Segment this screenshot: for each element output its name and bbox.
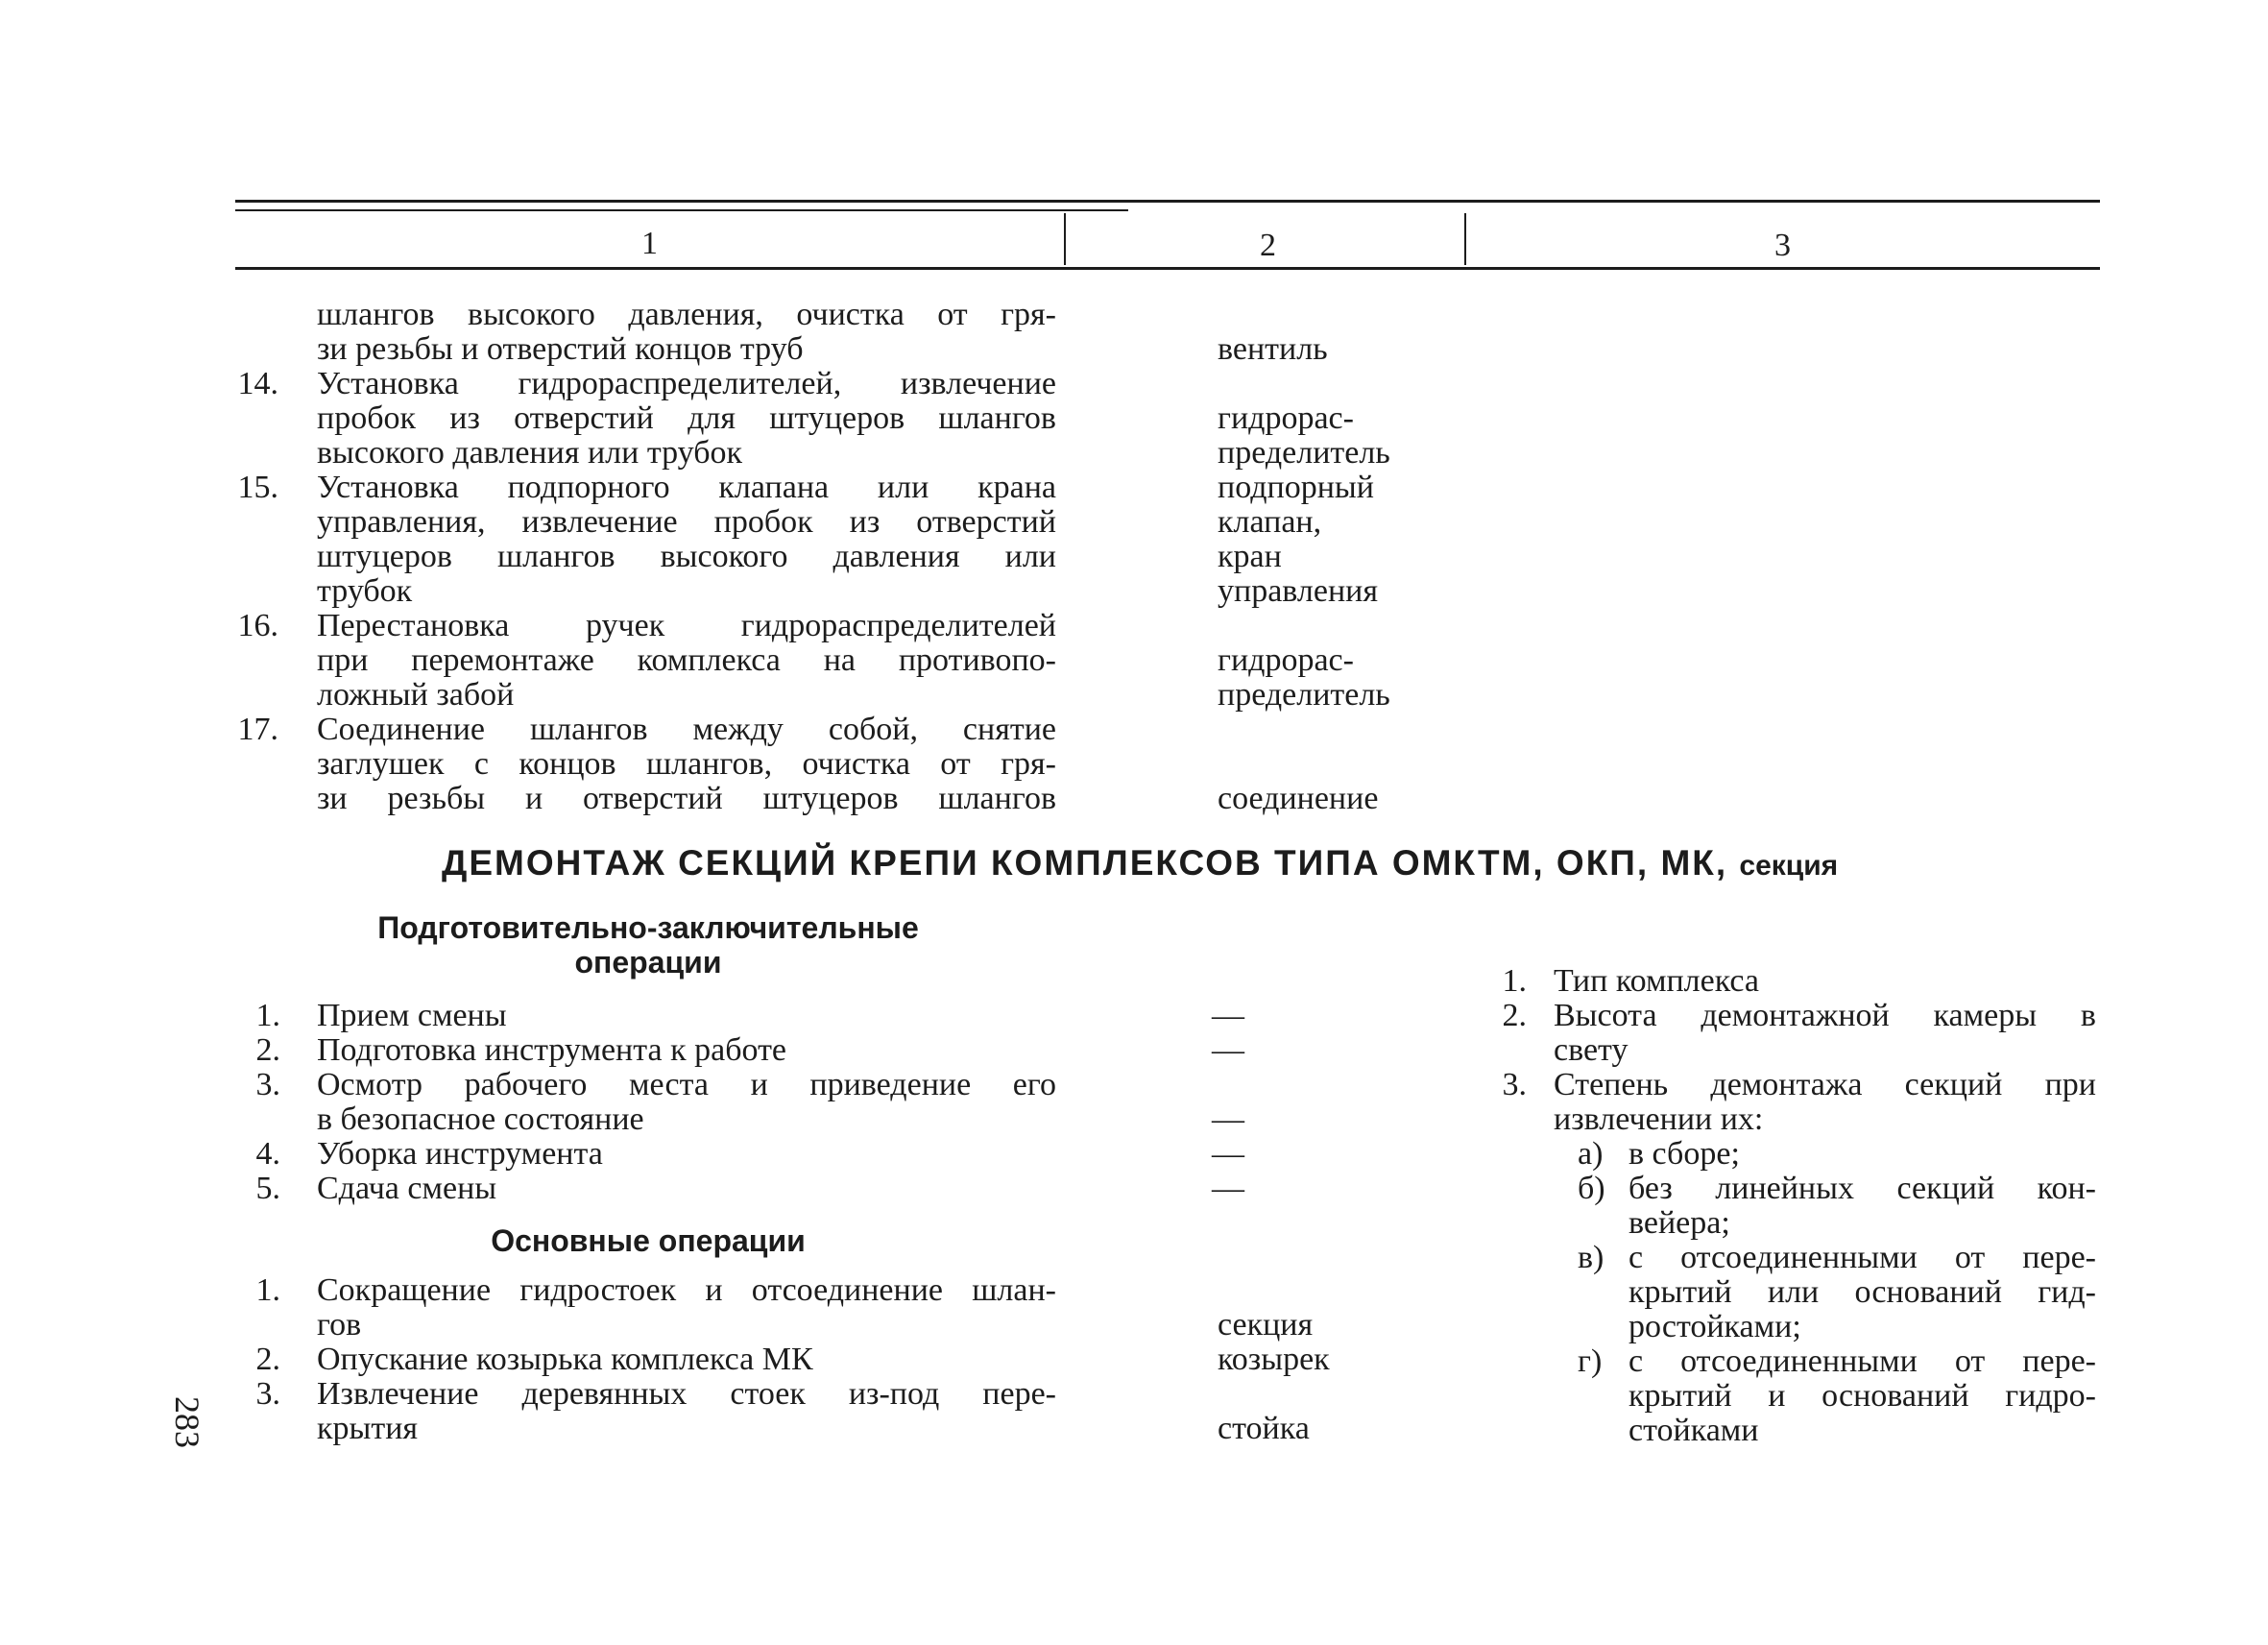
list-item: [317, 1068, 1056, 1137]
prep-heading: [341, 910, 955, 980]
unit-label: соединение: [1218, 781, 1379, 816]
subitem-letter: а): [1578, 1136, 1604, 1172]
section-title-unit: секция: [1739, 850, 1839, 882]
subitem-line: ростойками;: [1629, 1309, 1801, 1344]
item-number: 17.: [237, 712, 278, 747]
subitem-text: [1629, 1241, 2096, 1344]
unit-label: вентиль: [1218, 331, 1328, 367]
header-divider-2: [1464, 213, 1466, 265]
subitem-letter: г): [1578, 1343, 1603, 1379]
unit-line: управления: [1218, 573, 1378, 609]
item-number: 2.: [255, 1032, 280, 1068]
unit-line: гидрорас-: [1218, 642, 1354, 678]
list-item: Сдача смены: [317, 1171, 497, 1206]
subitem-line: без линейных секций кон-: [1629, 1171, 2096, 1206]
factor-line: Степень демонтажа секций при: [1554, 1067, 2096, 1102]
factor-item: [1554, 1068, 2096, 1137]
item-line: Установка подпорного клапана или крана: [317, 470, 1056, 505]
list-item: [317, 1273, 1056, 1343]
factor-line: извлечении их:: [1554, 1101, 1764, 1137]
item-number: 16.: [237, 608, 278, 643]
header-top-rule: [235, 200, 2100, 203]
column-header-1: 1: [641, 226, 658, 261]
dash-value: —: [1212, 1171, 1244, 1206]
item-number: 5.: [255, 1171, 280, 1206]
item-line: Перестановка ручек гидрораспределителей: [317, 608, 1056, 643]
item-line: гов: [317, 1307, 362, 1343]
item-line: Осмотр рабочего места и приведение его: [317, 1067, 1056, 1102]
list-item: Опускание козырька комплекса МК: [317, 1342, 813, 1377]
subitem-line: крытий и оснований гидро-: [1629, 1378, 2096, 1414]
subitem-line: вейера;: [1629, 1205, 1730, 1241]
header-top-rule-thin: [235, 209, 1128, 211]
list-item: Уборка инструмента: [317, 1136, 603, 1172]
unit-label: стойка: [1218, 1411, 1310, 1446]
unit-line: гидрорас-: [1218, 400, 1354, 436]
list-item: [317, 367, 1056, 471]
item-line: зи резьбы и отверстий концов труб: [317, 331, 804, 367]
main-ops-heading: Основные операции: [491, 1223, 806, 1258]
dash-value: —: [1212, 1101, 1244, 1137]
item-line: штуцеров шлангов высокого давления или: [317, 539, 1056, 574]
dash-value: —: [1212, 1136, 1244, 1172]
subitem-text: [1629, 1344, 2096, 1448]
subitem-line: с отсоединенными от пере-: [1629, 1240, 2096, 1275]
item-line: пробок из отверстий для штуцеров шлангов: [317, 400, 1056, 436]
list-item: [317, 609, 1056, 713]
subitem-text: в сборе;: [1629, 1136, 1740, 1172]
item-number: 2.: [255, 1342, 280, 1377]
item-number: 1.: [255, 998, 280, 1033]
item-line: заглушек с концов шлангов, очистка от гря-: [317, 746, 1056, 782]
factor-item: [1554, 999, 2096, 1068]
header-divider-1: [1064, 213, 1066, 265]
item-line: Соединение шлангов между собой, снятие: [317, 712, 1056, 747]
item-line: ложный забой: [317, 677, 515, 713]
item-number: 15.: [237, 470, 278, 505]
section-title-text: ДЕМОНТАЖ СЕКЦИЙ КРЕПИ КОМПЛЕКСОВ ТИПА ОМКТМ, ОКП, МК,: [442, 843, 1728, 883]
unit-line: кран: [1218, 539, 1282, 574]
factor-item: Тип комплекса: [1554, 963, 1759, 999]
item-line: зи резьбы и отверстий штуцеров шлангов: [317, 781, 1056, 816]
item-line: Сокращение гидростоек и отсоединение шлан-: [317, 1272, 1056, 1308]
item-number: 4.: [255, 1136, 280, 1172]
unit-label: секция: [1218, 1307, 1314, 1343]
subitem-line: стойками: [1629, 1413, 1759, 1448]
unit-label: козырек: [1218, 1342, 1330, 1377]
item-line: Извлечение деревянных стоек из-под пере-: [317, 1376, 1056, 1412]
unit-label: [1218, 643, 1390, 713]
item-line: при перемонтаже комплекса на противопо-: [317, 642, 1056, 678]
list-item: [317, 471, 1056, 609]
unit-label: [1218, 401, 1390, 471]
factor-number: 3.: [1502, 1067, 1527, 1102]
unit-line: клапан,: [1218, 504, 1322, 540]
subitem-letter: в): [1578, 1240, 1604, 1275]
subitem-line: с отсоединенными от пере-: [1629, 1343, 2096, 1379]
list-item-continued: [317, 298, 1056, 367]
list-item: Прием смены: [317, 998, 507, 1033]
item-line: высокого давления или трубок: [317, 435, 743, 471]
header-bottom-rule: [235, 267, 2100, 270]
subitem-letter: б): [1578, 1171, 1605, 1206]
unit-line: пределитель: [1218, 677, 1390, 713]
item-number: 1.: [255, 1272, 280, 1308]
item-line: трубок: [317, 573, 413, 609]
factor-number: 2.: [1502, 998, 1527, 1033]
item-number: 3.: [255, 1376, 280, 1412]
unit-label: [1218, 471, 1378, 609]
item-number: 14.: [237, 366, 278, 401]
section-title: [442, 843, 1838, 883]
item-line: крытия: [317, 1411, 419, 1446]
unit-line: пределитель: [1218, 435, 1390, 471]
prep-heading-line: операции: [574, 945, 722, 980]
column-header-2: 2: [1260, 228, 1276, 263]
column-header-3: 3: [1774, 228, 1791, 263]
dash-value: —: [1212, 998, 1244, 1033]
list-item: [317, 1377, 1056, 1446]
item-number: 3.: [255, 1067, 280, 1102]
item-line: управления, извлечение пробок из отверстий: [317, 504, 1056, 540]
list-item: [317, 713, 1056, 816]
subitem-line: крытий или оснований гид-: [1629, 1274, 2096, 1310]
dash-value: —: [1212, 1032, 1244, 1068]
item-line: шлангов высокого давления, очистка от гря-: [317, 297, 1056, 332]
unit-line: подпорный: [1218, 470, 1374, 505]
factor-line: Высота демонтажной камеры в: [1554, 998, 2096, 1033]
page-number: 283: [168, 1396, 206, 1448]
prep-heading-line: Подготовительно-заключительные: [377, 910, 919, 945]
item-line: в безопасное состояние: [317, 1101, 644, 1137]
factor-line: свету: [1554, 1032, 1629, 1068]
subitem-text: [1629, 1172, 2096, 1241]
factor-number: 1.: [1502, 963, 1527, 999]
list-item: Подготовка инструмента к работе: [317, 1032, 787, 1068]
item-line: Установка гидрораспределителей, извлечение: [317, 366, 1056, 401]
